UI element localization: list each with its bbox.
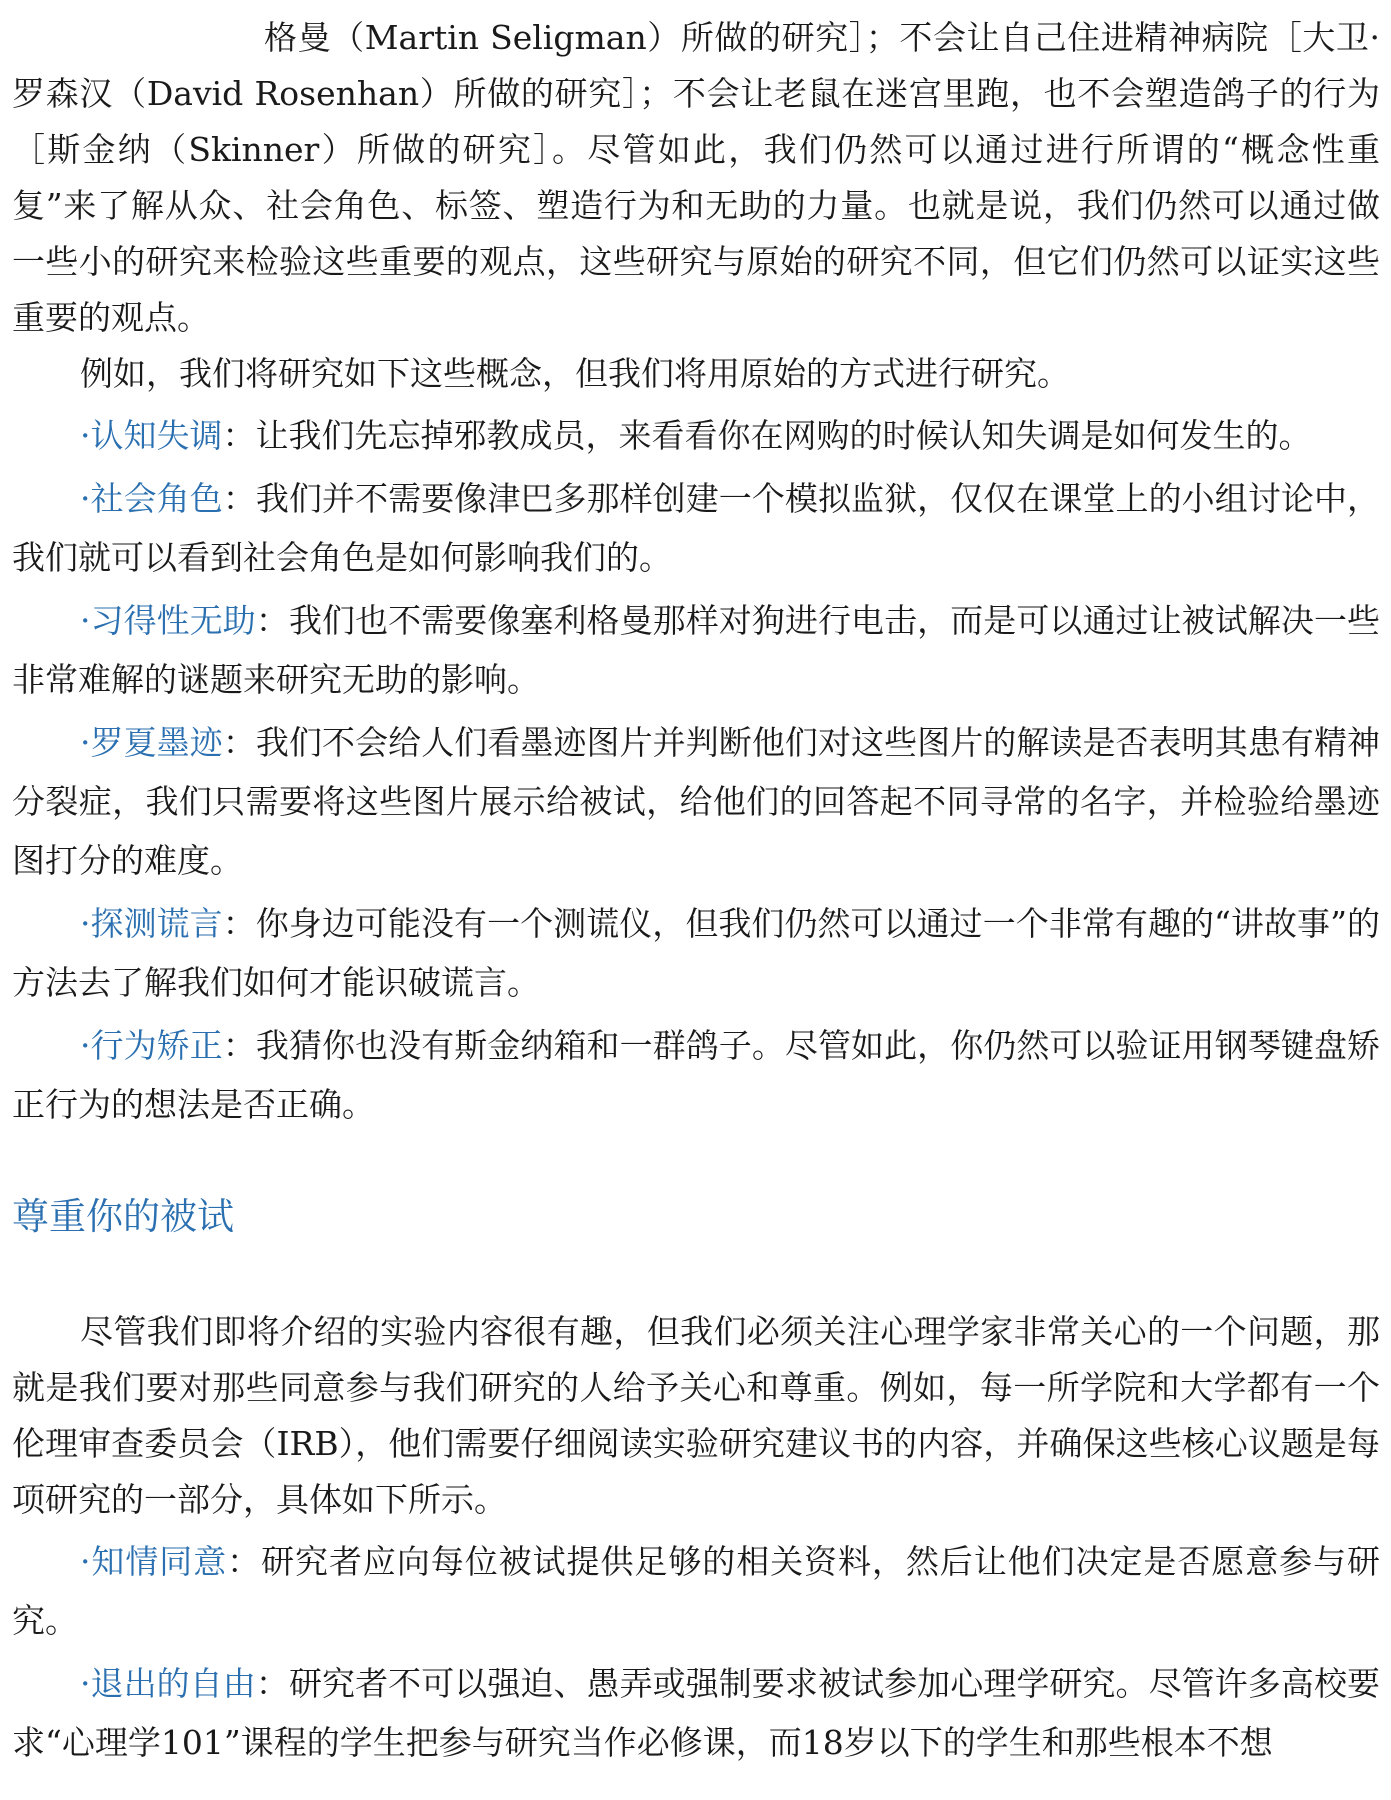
- term-label: ·认知失调: [80, 416, 223, 455]
- term-label: ·知情同意: [80, 1542, 228, 1581]
- term-colon: ：: [222, 479, 256, 518]
- list-item-lie-detection: [12, 894, 1380, 1012]
- item-text: 让我们先忘掉邪教成员，来看看你在网购的时候认知失调是如何发生的。: [255, 416, 1312, 455]
- list-item-behavior-shaping: [12, 1016, 1380, 1134]
- item-text: 我们也不需要像塞利格曼那样对狗进行电击，而是可以通过让被试解决一些非常难解的谜题来研究无助的影响。: [12, 601, 1381, 699]
- list-item-freedom-to-withdraw: [12, 1654, 1380, 1772]
- list-item-informed-consent: [12, 1532, 1380, 1650]
- document-page: [12, 10, 1380, 1772]
- term-label: ·社会角色: [80, 479, 223, 518]
- item-text: 我们并不需要像津巴多那样创建一个模拟监狱，仅仅在课堂上的小组讨论中，我们就可以看到社会角色是如何影响我们的。: [12, 479, 1381, 577]
- list-item-cognitive-dissonance: [12, 406, 1380, 465]
- item-text: 研究者不可以强迫、愚弄或强制要求被试参加心理学研究。尽管许多高校要求“心理学101”课程的学生把参与研究当作必修课，而18岁以下的学生和那些根本不想: [12, 1664, 1381, 1762]
- item-text: 你身边可能没有一个测谎仪，但我们仍然可以通过一个非常有趣的“讲故事”的方法去了解我们如何才能识破谎言。: [12, 904, 1380, 1002]
- item-text: 研究者应向每位被试提供足够的相关资料，然后让他们决定是否愿意参与研究。: [12, 1542, 1381, 1640]
- term-label: ·习得性无助: [80, 601, 256, 640]
- term-label: ·罗夏墨迹: [80, 723, 223, 762]
- term-colon: ：: [227, 1542, 262, 1581]
- section-heading: 尊重你的被试: [12, 1195, 234, 1238]
- term-colon: ：: [222, 1026, 256, 1065]
- intro-paragraph: 格曼（Martin Seligman）所做的研究］；不会让自己住进精神病院［大卫·罗森汉（David Rosenhan）所做的研究］；不会让老鼠在迷宫里跑，也不会塑造鸽子的行为［斯金纳（Skinner）所做的研究］。尽管如此，我们仍然可以通过进行所谓的“概念性重复”来了解从众、社会角色、标签、塑造行为和无助的力量。也就是说，我们仍然可以通过做一些小的研究来检验这些重要的观点，这些研究与原始的研究不同，但它们仍然可以证实这些重要的观点。: [12, 18, 1380, 337]
- term-label: ·退出的自由: [80, 1664, 256, 1703]
- term-colon: ：: [255, 601, 289, 640]
- list-item-social-roles: [12, 469, 1380, 587]
- example-paragraph: 例如，我们将研究如下这些概念，但我们将用原始的方式进行研究。: [80, 354, 1070, 393]
- term-colon: ：: [255, 1664, 289, 1703]
- term-label: ·探测谎言: [80, 904, 223, 943]
- ethics-paragraph: 尽管我们即将介绍的实验内容很有趣，但我们必须关注心理学家非常关心的一个问题，那就是我们要对那些同意参与我们研究的人给予关心和尊重。例如，每一所学院和大学都有一个伦理审查委员会（IRB），他们需要仔细阅读实验研究建议书的内容，并确保这些核心议题是每项研究的一部分，具体如下所示。: [12, 1312, 1380, 1519]
- term-colon: ：: [222, 904, 256, 943]
- list-item-rorschach: [12, 713, 1380, 890]
- item-text: 我猜你也没有斯金纳箱和一群鸽子。尽管如此，你仍然可以验证用钢琴键盘矫正行为的想法是否正确。: [12, 1026, 1381, 1124]
- item-text: 我们不会给人们看墨迹图片并判断他们对这些图片的解读是否表明其患有精神分裂症，我们只需要将这些图片展示给被试，给他们的回答起不同寻常的名字，并检验给墨迹图打分的难度。: [12, 723, 1381, 880]
- term-colon: ：: [222, 723, 256, 762]
- term-colon: ：: [222, 416, 256, 455]
- list-item-learned-helplessness: [12, 591, 1380, 709]
- term-label: ·行为矫正: [80, 1026, 223, 1065]
